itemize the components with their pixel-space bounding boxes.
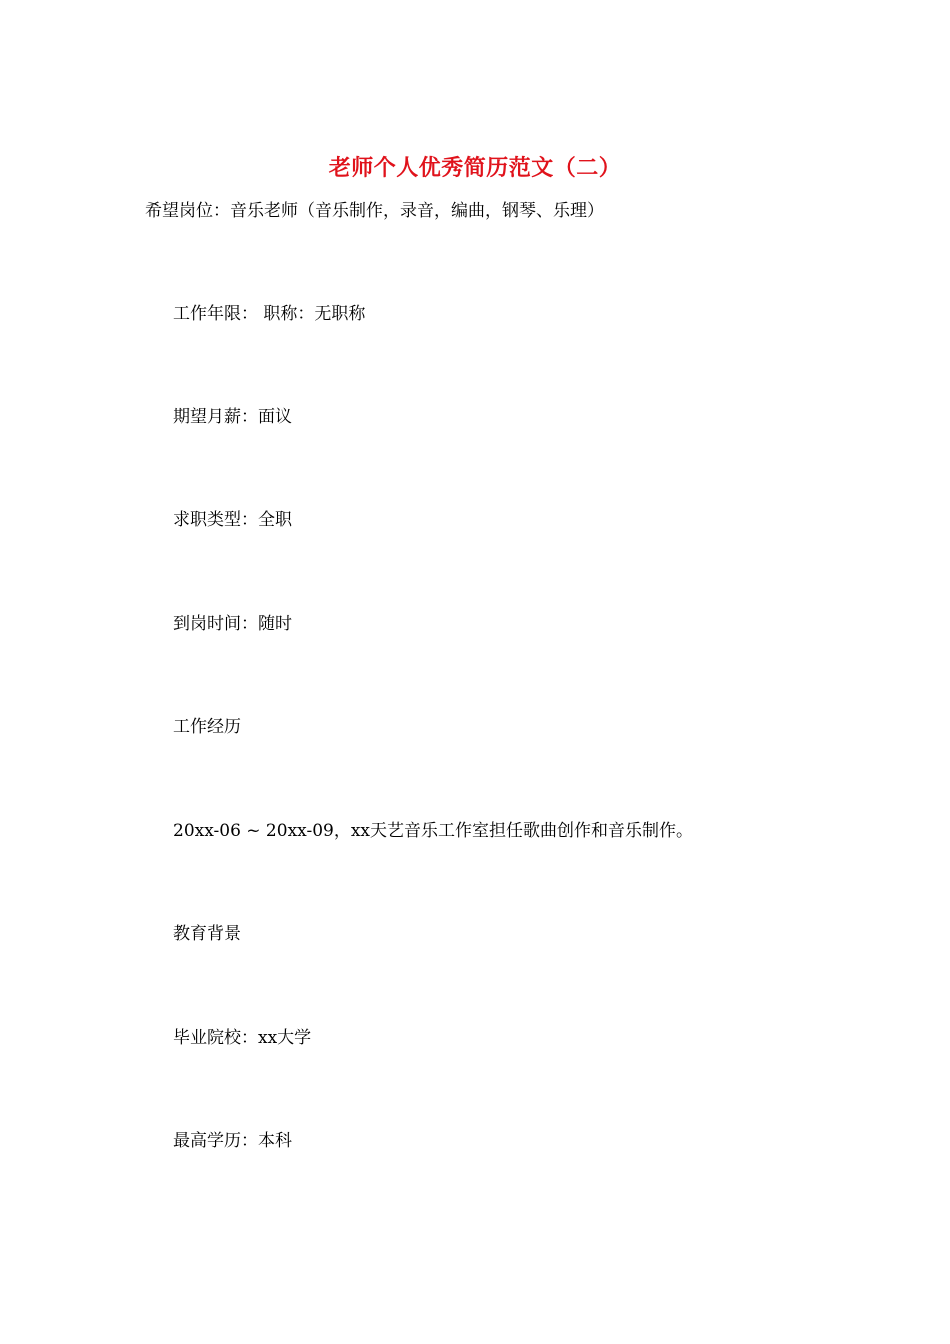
work-experience-entry: 20xx-06 ~ 20xx-09，xx天艺音乐工作室担任歌曲创作和音乐制作。 [173,821,693,841]
graduated-school-line: 毕业院校：xx大学 [173,1028,312,1048]
desired-position-line: 希望岗位：音乐老师（音乐制作，录音，编曲，钢琴、乐理） [145,201,604,221]
expected-salary-line: 期望月薪：面议 [173,407,292,427]
document-title: 老师个人优秀简历范文（二） [328,155,622,181]
work-experience-heading: 工作经历 [173,717,241,737]
job-type-line: 求职类型：全职 [173,510,292,530]
work-years-line: 工作年限： 职称：无职称 [173,304,366,324]
highest-degree-line: 最高学历：本科 [173,1131,292,1151]
education-heading: 教育背景 [173,924,241,944]
start-time-line: 到岗时间：随时 [173,614,292,634]
